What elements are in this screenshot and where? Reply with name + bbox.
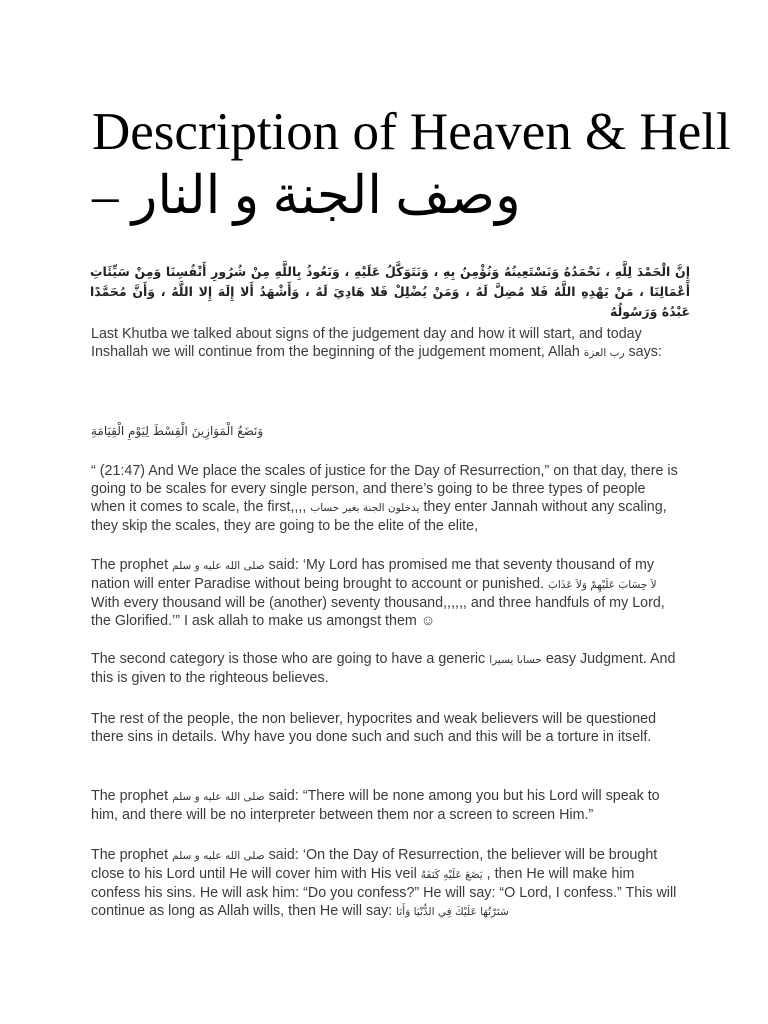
arabic-phrase: صلى الله عليه و سلم: [172, 850, 265, 862]
arabic-phrase: يَضَعَ عَلَيْهِ كَنَفَهُ: [420, 869, 483, 881]
arabic-phrase: حسابا يسيرا: [489, 654, 542, 666]
opening-dua: إِنَّ الْحَمْدَ لِلَّهِ ، نَحْمَدُهُ وَنَسْتَعِينُهُ وَنُؤْمِنُ بِهِ ، وَنَتَوَكَّلُ عَلَيْهِ ، وَنَعُوذُ بِاللَّهِ مِنْ شُرُورِ أَنْفُسِنَا وَمِنْ سَيِّئَاتِ أَعْمَالِنَا ، مَنْ يَهْدِهِ اللَّهُ فَلا مُضِلَّ لَهُ ، وَمَنْ يُضْلِلْ فَلا هَادِيَ لَهُ ، وَأَشْهَدُ أَلا إِلَهَ إِلا اللَّهُ ، وَأَنَّ مُحَمَّدًا عَبْدُهُ وَرَسُولُهُ: [90, 264, 690, 319]
arabic-phrase: يدخلون الجنة بغير حساب: [310, 502, 420, 514]
title-english: Description of Heaven & Hell –: [92, 103, 731, 225]
paragraph-seventy-thousand: The prophet صلى الله عليه و سلم said: ‘My Lord has promised me that seventy thousand of my nation will enter Paradise without being brought to account or punished. لاَ حِسَابَ عَلَيْهِمْ وَلاَ عَذَابَ With every thousand will be (another) seventy thousand,,,,,, and three handfuls of my Lord, the Glorified.’” I ask allah to make us amongst them ☺: [91, 557, 665, 629]
arabic-phrase: رب العزة: [583, 347, 625, 359]
quran-verse: وَنَضَعُ الْمَوَازِينَ الْقِسْطَ لِيَوْمِ الْقِيَامَةِ: [91, 424, 264, 438]
paragraph-second-category: The second category is those who are going to have a generic حسابا يسيرا easy Judgment. And this is given to the righteous believes.: [91, 651, 676, 686]
paragraph-scales: “ (21:47) And We place the scales of justice for the Day of Resurrection,” on that day, there is going to be scales for every single person, and there’s going to be three types of people when it comes to scale, the first,,,, يدخلون الجنة بغير حساب they enter Jannah without any scaling, they skip the scales, they are going to be the elite of the elite,: [91, 463, 678, 534]
document-title: [92, 100, 732, 228]
paragraph-intro: Last Khutba we talked about signs of the judgement day and how it will start, and today Inshallah we will continue from the beginning of the judgement moment, Allah رب العزة says:: [91, 326, 662, 360]
arabic-phrase: صلى الله عليه و سلم: [172, 560, 265, 572]
title-arabic: وصف الجنة و النار: [131, 167, 521, 225]
paragraph-believer-veil: The prophet صلى الله عليه و سلم said: ‘On the Day of Resurrection, the believer will be brought close to his Lord until He will cover him with His veil يَضَعَ عَلَيْهِ كَنَفَهُ , then He will make him confess his sins. He will ask him: “Do you confess?” He will say: “O Lord, I confess.” This will continue as long as Allah wills, then He will say: سَتَرْتُهَا عَلَيْكَ فِي الدُّنْيَا وَأَنَا: [91, 847, 677, 919]
paragraph-lord-speaks: The prophet صلى الله عليه و سلم said: “There will be none among you but his Lord will speak to him, and there will be no interpreter between them nor a screen to screen Him.”: [91, 788, 660, 823]
arabic-phrase: لاَ حِسَابَ عَلَيْهِمْ وَلاَ عَذَابَ: [548, 579, 657, 591]
arabic-phrase: صلى الله عليه و سلم: [172, 791, 265, 803]
arabic-phrase: سَتَرْتُهَا عَلَيْكَ فِي الدُّنْيَا وَأَنَا: [396, 906, 509, 918]
paragraph-rest-of-people: The rest of the people, the non believer, hypocrites and weak believers will be questioned there sins in details. Why have you done such and such and this will be a torture in itself.: [91, 711, 657, 745]
